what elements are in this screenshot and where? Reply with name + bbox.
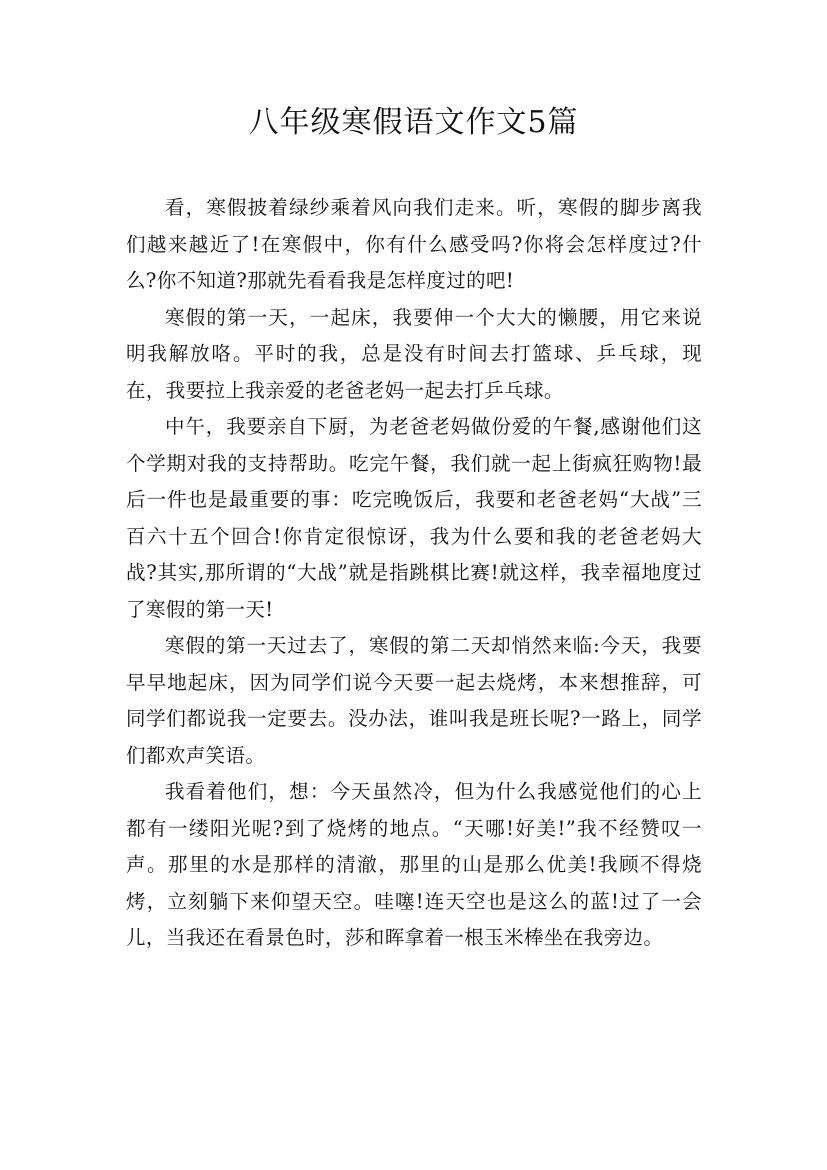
paragraph: 中午，我要亲自下厨，为老爸老妈做份爱的午餐,感谢他们这个学期对我的支持帮助。吃完午餐，我们就一起上街疯狂购物!最后一件也是最重要的事：吃完晚饭后，我要和老爸老妈“大战”三百六十五个回合!你肯定很惊讶，我为什么要和我的老爸老妈大战?其实,那所谓的“大战”就是指跳棋比赛!就这样，我幸福地度过了寒假的第一天! — [126, 415, 702, 621]
document-body — [126, 190, 702, 957]
paragraph: 寒假的第一天，一起床，我要伸一个大大的懒腰，用它来说明我解放咯。平时的我，总是没有时间去打篮球、乒乓球，现在，我要拉上我亲爱的老爸老妈一起去打乒乓球。 — [126, 305, 702, 402]
paragraph: 看，寒假披着绿纱乘着风向我们走来。听，寒假的脚步离我们越来越近了!在寒假中，你有什么感受吗?你将会怎样度过?什么?你不知道?那就先看看我是怎样度过的吧! — [126, 196, 702, 292]
paragraph: 寒假的第一天过去了，寒假的第二天却悄然来临:今天，我要早早地起床，因为同学们说今天要一起去烧烤，本来想推辞，可同学们都说我一定要去。没办法，谁叫我是班长呢?一路上，同学们都欢声笑语。 — [126, 634, 702, 767]
paragraph: 我看着他们，想：今天虽然冷，但为什么我感觉他们的心上都有一缕阳光呢?到了烧烤的地点。“天哪!好美!”我不经赞叹一声。那里的水是那样的清澈，那里的山是那么优美!我顾不得烧烤，立刻躺下来仰望天空。哇噻!连天空也是这么的蓝!过了一会儿，当我还在看景色时，莎和晖拿着一根玉米棒坐在我旁边。 — [126, 780, 702, 949]
document-title: 八年级寒假语文作文5篇 — [248, 105, 579, 140]
